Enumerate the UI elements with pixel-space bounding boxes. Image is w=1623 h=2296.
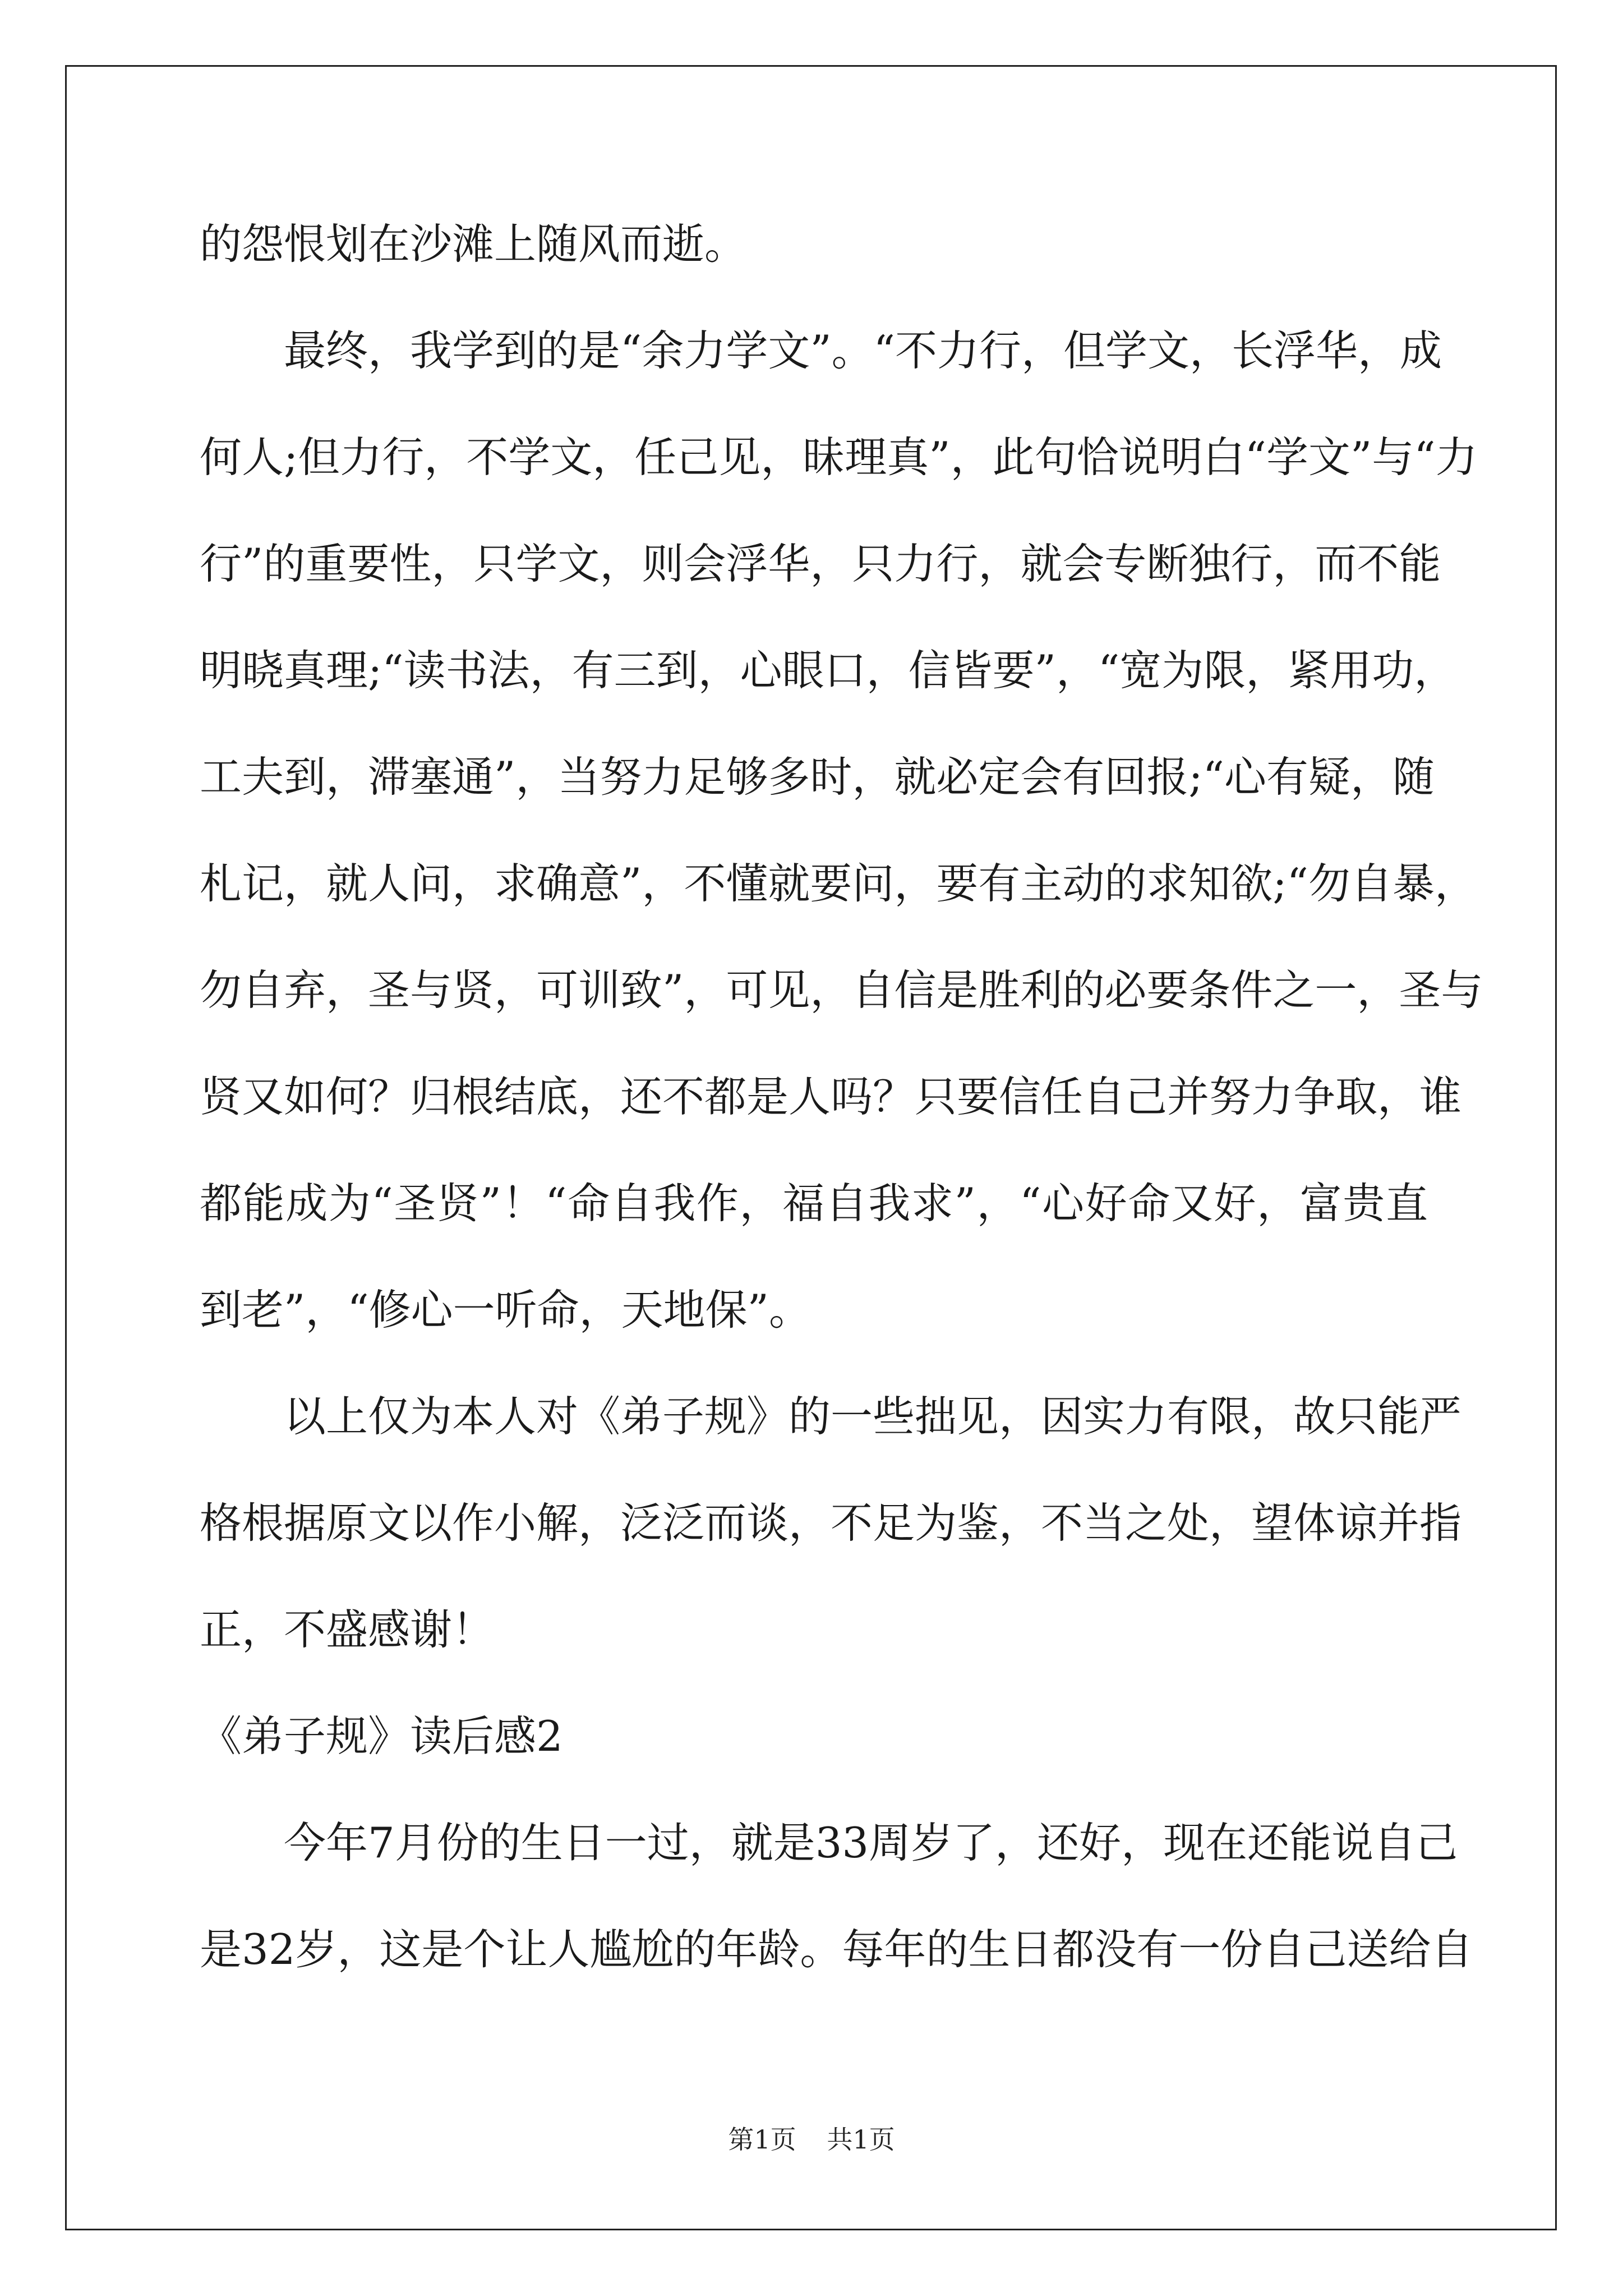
text-line: 正，不盛感谢！	[200, 1605, 495, 1654]
page-number: 第1页	[728, 2124, 796, 2155]
text-line: 以上仅为本人对《弟子规》的一些拙见，因实力有限，故只能严	[284, 1392, 1462, 1441]
text-line: 札记，就人问，求确意”，不懂就要问，要有主动的求知欲;“勿自暴，	[200, 859, 1477, 908]
text-line: 到老”，“修心一听命，天地保”。	[200, 1285, 811, 1335]
text-line: 都能成为“圣贤”！“命自我作，福自我求”，“心好命又好，富贵直	[200, 1179, 1428, 1228]
text-line: 格根据原文以作小解，泛泛而谈，不足为鉴，不当之处，望体谅并指	[200, 1498, 1462, 1548]
text-line: 贤又如何？归根结底，还不都是人吗？只要信任自己并努力争取，谁	[200, 1072, 1462, 1121]
text-line: 行”的重要性，只学文，则会浮华，只力行，就会专断独行，而不能	[200, 539, 1441, 588]
text-line: 工夫到，滞塞通”，当努力足够多时，就必定会有回报;“心有疑，随	[200, 752, 1435, 802]
text-line: 何人;但力行，不学文，任己见，昧理真”，此句恰说明白“学文”与“力	[200, 432, 1478, 482]
document-body	[200, 191, 1483, 2003]
text-line: 勿自弃，圣与贤，可训致”，可见，自信是胜利的必要条件之一，圣与	[200, 965, 1483, 1015]
text-line: 的怨恨划在沙滩上随风而逝。	[200, 219, 747, 269]
section-heading: 《弟子规》读后感2	[200, 1711, 563, 1761]
text-line: 明晓真理;“读书法，有三到，心眼口，信皆要”，“宽为限，紧用功，	[200, 646, 1456, 695]
text-line: 最终，我学到的是“余力学文”。“不力行，但学文，长浮华，成	[284, 326, 1442, 375]
text-line: 今年7月份的生日一过，就是33周岁了，还好，现在还能说自己	[284, 1818, 1458, 1867]
page-total: 共1页	[827, 2124, 895, 2155]
text-line: 是32岁，这是个让人尴尬的年龄。每年的生日都没有一份自己送给自	[200, 1925, 1473, 1974]
page-footer	[0, 2119, 1623, 2156]
